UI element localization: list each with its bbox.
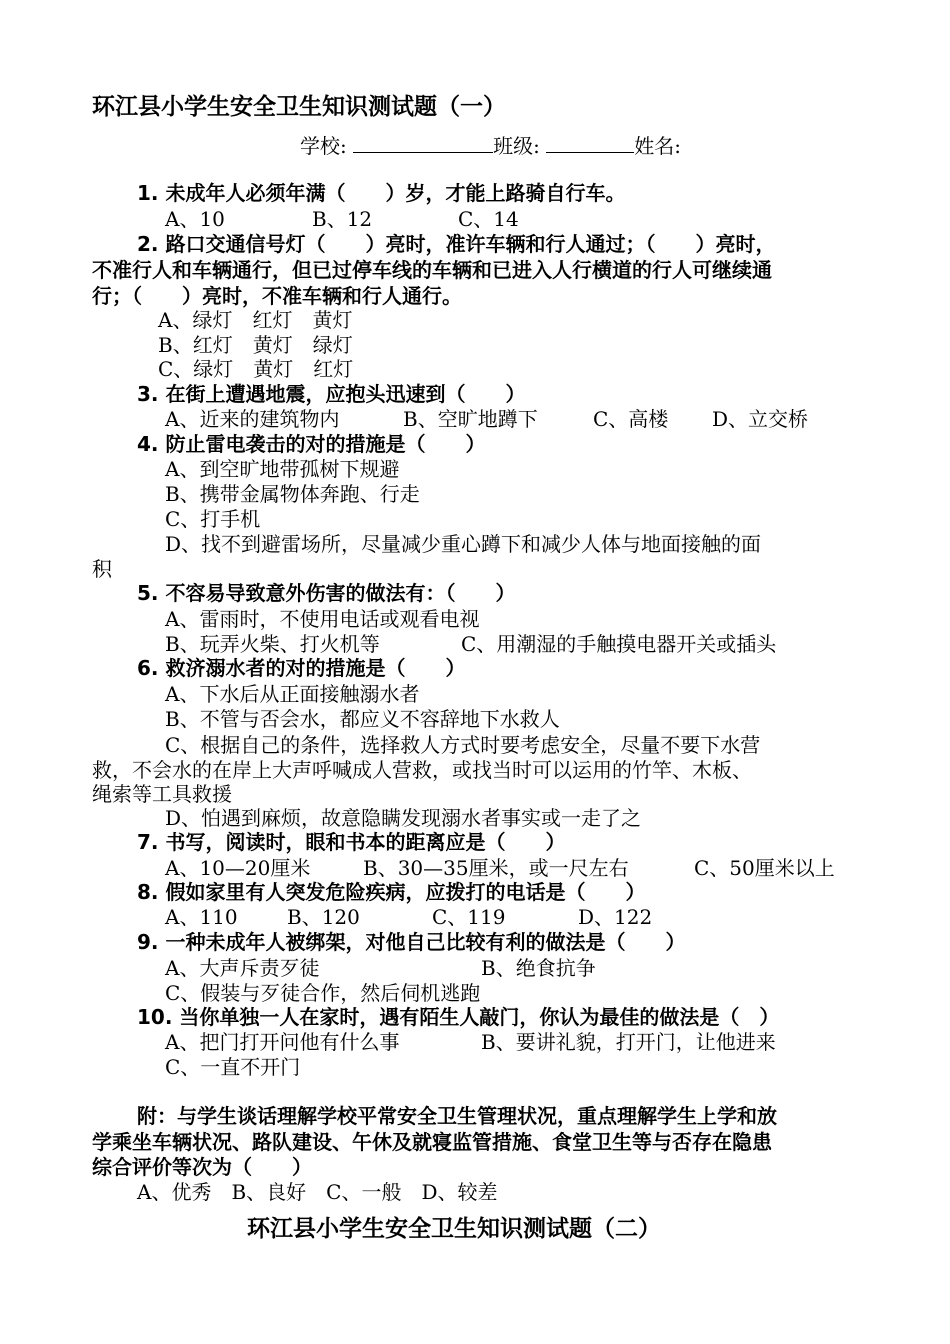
q6-option-a: A、下水后从正面接触溺水者 (165, 682, 420, 706)
q2-option-c: C、绿灯 黄灯 红灯 (158, 357, 354, 381)
q5-option-b: B、玩弄火柴、打火机等 (165, 632, 380, 656)
q10-option-c: C、一直不开门 (165, 1055, 301, 1079)
q4-option-d: D、找不到避雷场所，尽量减少重心蹲下和减少人体与地面接触的面 (165, 532, 762, 556)
q9-option-c: C、假装与歹徒合作，然后伺机逃跑 (165, 981, 481, 1005)
question-2-line-1: 2. 路口交通信号灯（ ）亮时，准许车辆和行人通过；（ ）亮时， (137, 232, 776, 256)
q6-option-c-line-3: 绳索等工具救援 (92, 782, 232, 806)
q3-option-a: A、近来的建筑物内 (165, 407, 340, 431)
q2-option-b: B、红灯 黄灯 绿灯 (158, 333, 353, 357)
q4-option-b: B、携带金属物体奔跑、行走 (165, 482, 420, 506)
question-7: 7. 书写，阅读时，眼和书本的距离应是（ ） (137, 830, 566, 854)
question-2-line-2: 不准行人和车辆通行，但已过停车线的车辆和已进入人行横道的行人可继续通 (92, 258, 772, 282)
name-label: 姓名: (634, 134, 681, 158)
appendix-options: A、优秀 B、良好 C、一般 D、较差 (137, 1180, 498, 1204)
question-2-line-3: 行；（ ）亮时，不准车辆和行人通行。 (92, 284, 462, 308)
appendix-line-3: 综合评价等次为（ ） (92, 1155, 312, 1179)
q7-option-c: C、50厘米以上 (694, 856, 835, 880)
school-blank (353, 134, 493, 153)
class-blank (546, 134, 634, 153)
q8-option-d: D、122 (578, 905, 653, 929)
question-10: 10. 当你单独一人在家时，遇有陌生人敲门，你认为最佳的做法是（ ） (137, 1005, 780, 1029)
question-8: 8. 假如家里有人突发危险疾病，应拨打的电话是（ ） (137, 880, 646, 904)
q6-option-d: D、怕遇到麻烦，故意隐瞒发现溺水者事实或一走了之 (165, 806, 642, 830)
q3-option-d: D、立交桥 (712, 407, 809, 431)
q7-option-a: A、10—20厘米 (165, 856, 311, 880)
q9-option-a: A、大声斥责歹徒 (165, 956, 320, 980)
school-label: 学校: (300, 134, 347, 158)
q9-option-b: B、绝食抗争 (481, 956, 596, 980)
q3-option-b: B、空旷地蹲下 (403, 407, 538, 431)
question-4: 4. 防止雷电袭击的对的措施是（ ） (137, 432, 486, 456)
question-6: 6. 救济溺水者的对的措施是（ ） (137, 656, 466, 680)
q2-option-a: A、绿灯 红灯 黄灯 (158, 308, 353, 332)
q8-option-a: A、110 (165, 905, 238, 929)
q10-option-b: B、要讲礼貌，打开门，让他进来 (481, 1030, 776, 1054)
q8-option-c: C、119 (432, 905, 506, 929)
q4-option-d-continued: 积 (92, 557, 112, 581)
q4-option-a: A、到空旷地带孤树下规避 (165, 457, 400, 481)
student-info-header (300, 134, 681, 158)
q1-option-b: B、12 (312, 207, 373, 231)
q5-option-c: C、用潮湿的手触摸电器开关或插头 (461, 632, 777, 656)
question-3: 3. 在街上遭遇地震，应抱头迅速到（ ） (137, 382, 526, 406)
page-title: 环江县小学生安全卫生知识测试题（一） (92, 94, 506, 120)
q6-option-c: C、根据自己的条件，选择救人方式时要考虑安全，尽量不要下水营 (165, 733, 761, 757)
section-title-2: 环江县小学生安全卫生知识测试题（二） (247, 1216, 661, 1242)
appendix-line-1: 附：与学生谈话理解学校平常安全卫生管理状况，重点理解学生上学和放 (137, 1104, 777, 1128)
q1-option-c: C、14 (458, 207, 519, 231)
q3-option-c: C、高楼 (593, 407, 669, 431)
q6-option-c-line-2: 救，不会水的在岸上大声呼喊成人营救，或找当时可以运用的竹竿、木板、 (92, 758, 752, 782)
q5-option-a: A、雷雨时，不使用电话或观看电视 (165, 607, 480, 631)
q7-option-b: B、30—35厘米，或一尺左右 (363, 856, 629, 880)
q10-option-a: A、把门打开问他有什么事 (165, 1030, 400, 1054)
question-1: 1. 未成年人必须年满（ ）岁，才能上路骑自行车。 (137, 181, 626, 205)
class-label: 班级: (493, 134, 540, 158)
appendix-line-2: 学乘坐车辆状况、路队建设、午休及就寝监管措施、食堂卫生等与否存在隐患 (92, 1130, 772, 1154)
question-5: 5. 不容易导致意外伤害的做法有：（ ） (137, 581, 516, 605)
q4-option-c: C、打手机 (165, 507, 261, 531)
q8-option-b: B、120 (287, 905, 360, 929)
q1-option-a: A、10 (165, 207, 225, 231)
q6-option-b: B、不管与否会水，都应义不容辞地下水救人 (165, 707, 560, 731)
question-9: 9. 一种未成年人被绑架，对他自己比较有利的做法是（ ） (137, 930, 686, 954)
